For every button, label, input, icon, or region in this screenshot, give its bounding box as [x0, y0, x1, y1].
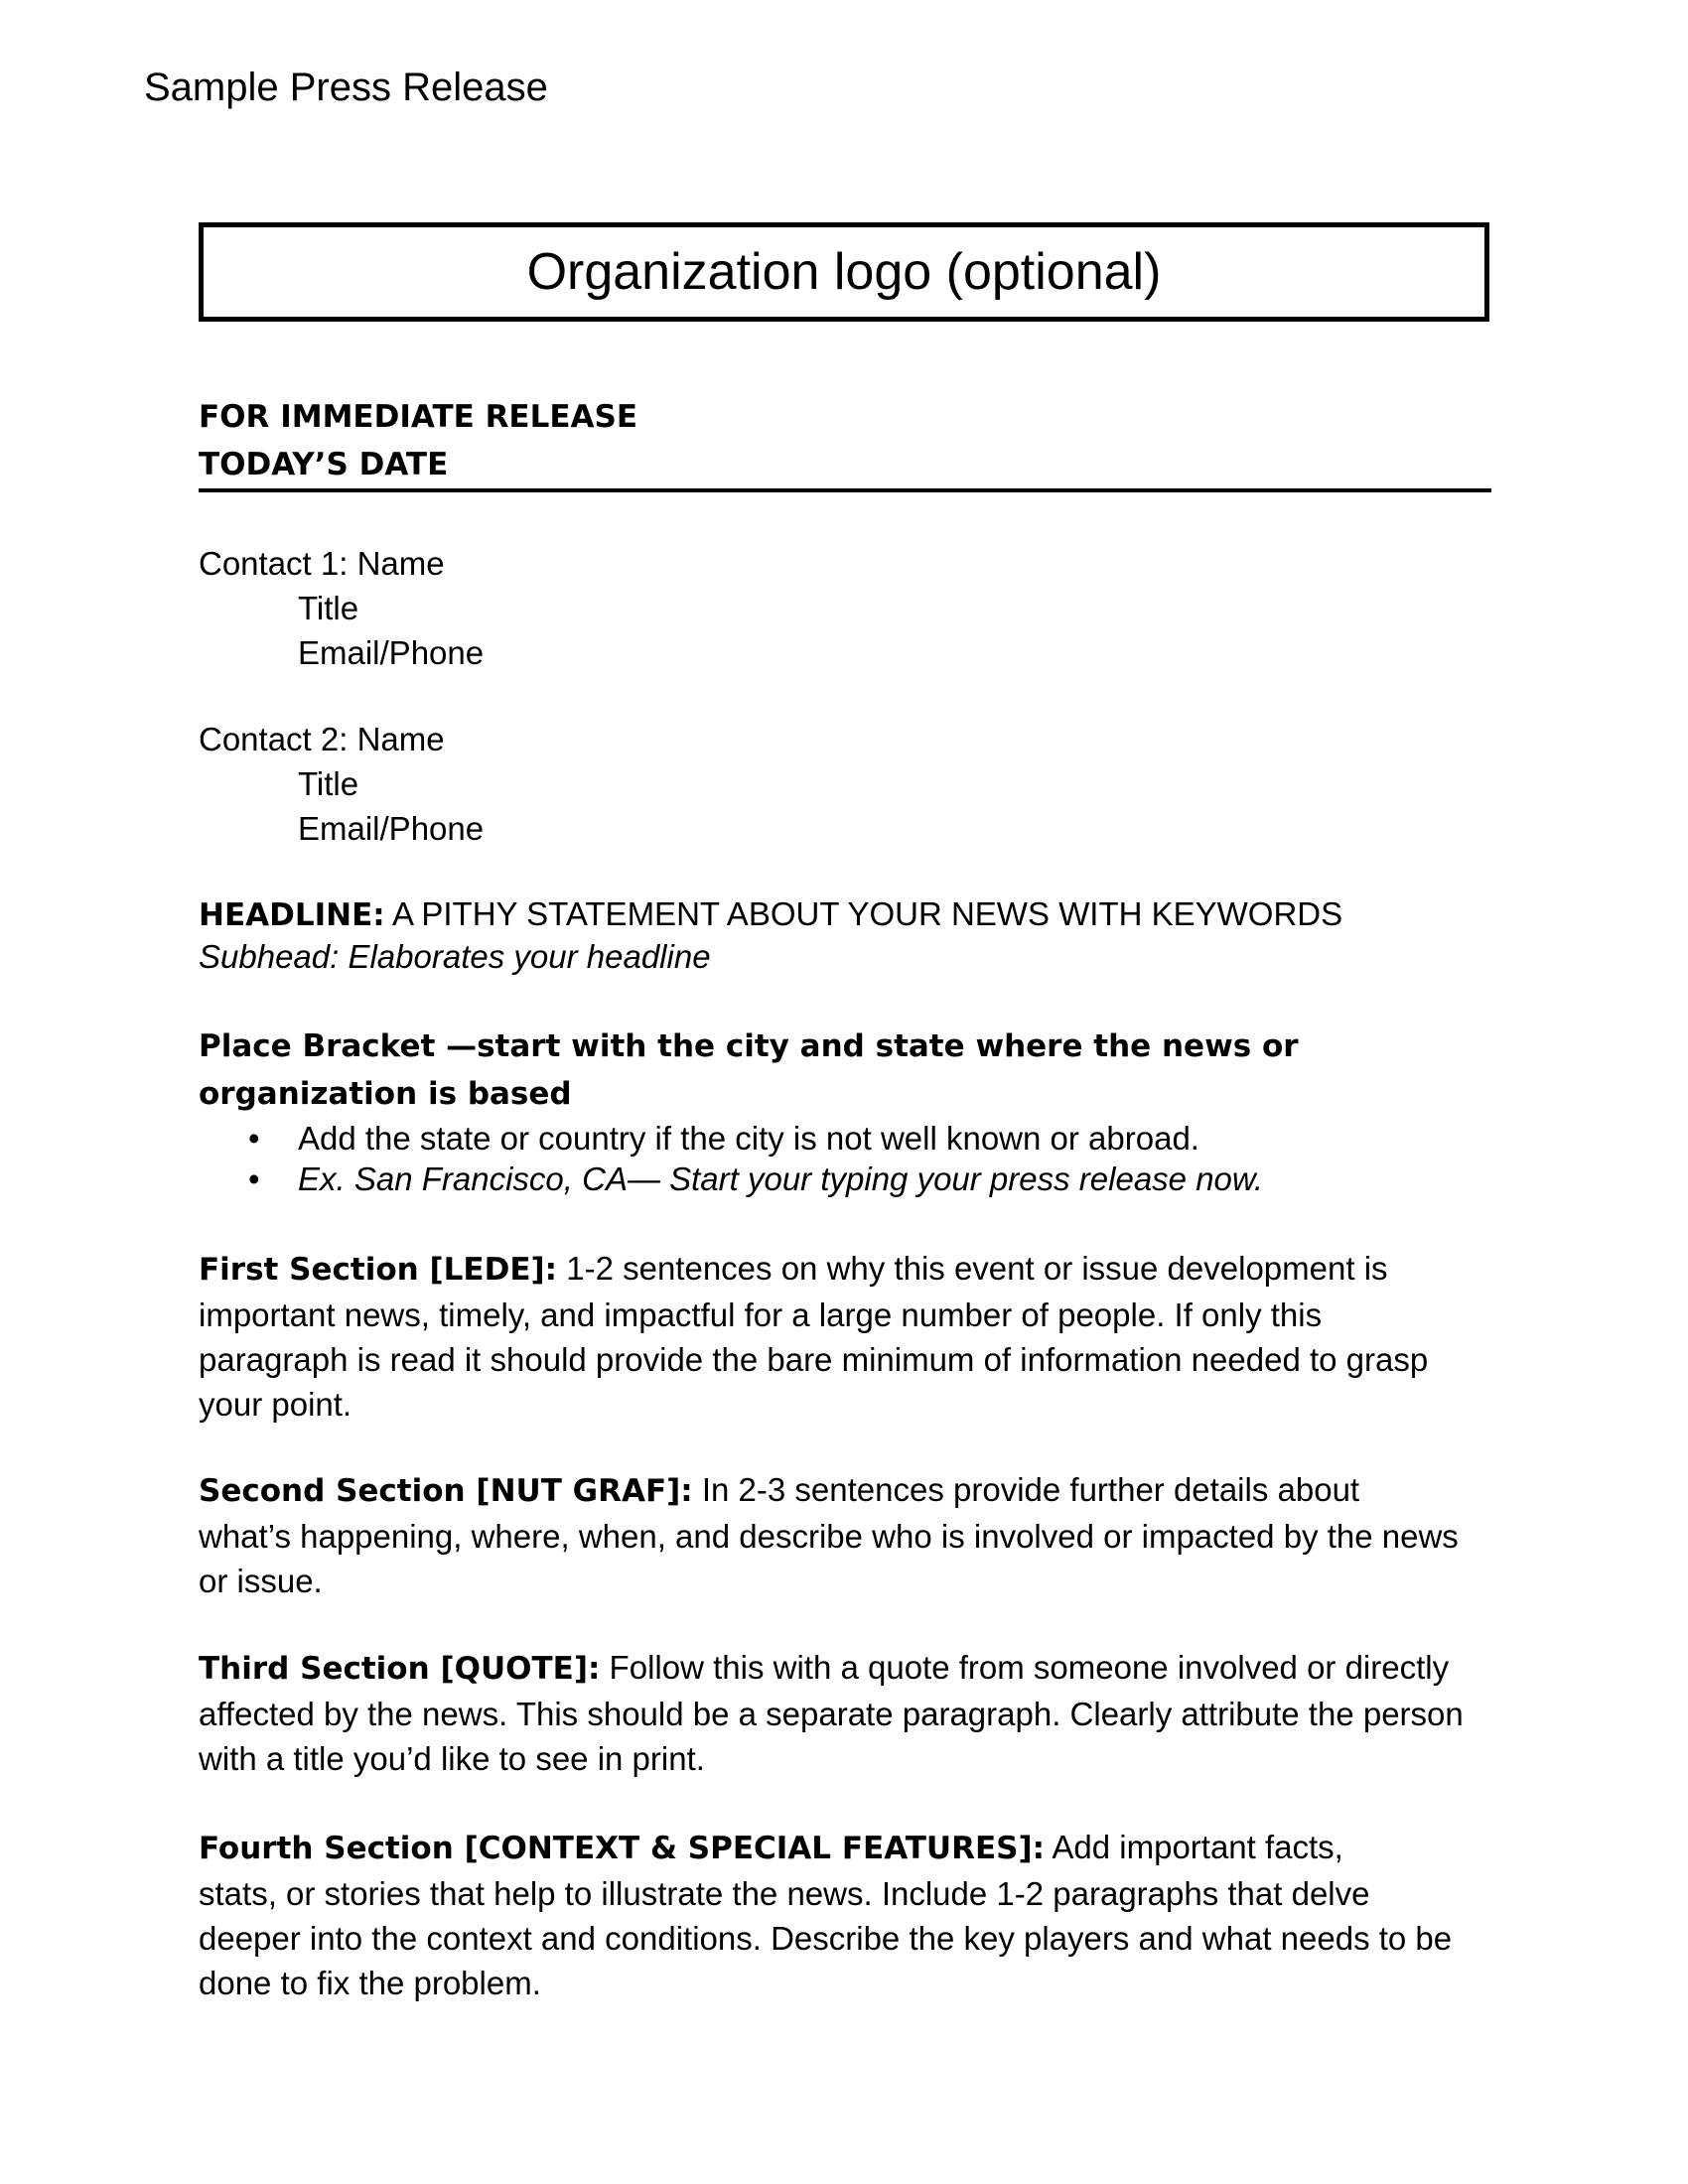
section-line: what’s happening, where, when, and describe who is involved or impacted by the news: [199, 1518, 1459, 1555]
section-text: In 2-3 sentences provide further details about: [692, 1471, 1360, 1508]
section-nut-graf: [199, 1467, 1489, 1603]
headline-block: [199, 893, 1489, 978]
section-text: Follow this with a quote from someone involved or directly: [600, 1649, 1450, 1686]
subhead: Subhead: Elaborates your headline: [199, 938, 711, 975]
section-line: your point.: [199, 1386, 352, 1423]
section-line: stats, or stories that help to illustrate the news. Include 1-2 paragraphs that delve: [199, 1875, 1370, 1912]
section-label: Fourth Section [CONTEXT & SPECIAL FEATURES]:: [199, 1831, 1046, 1866]
contact-title: Title: [298, 765, 359, 802]
section-line: done to fix the problem.: [199, 1965, 541, 2001]
release-divider: [199, 488, 1491, 492]
section-context: [199, 1825, 1489, 2005]
logo-placeholder-box: [199, 222, 1489, 322]
list-item: [199, 1159, 1489, 1199]
section-line: with a title you’d like to see in print.: [199, 1740, 705, 1777]
headline-text: A PITHY STATEMENT ABOUT YOUR NEWS WITH KEYWORDS: [384, 895, 1343, 932]
section-quote: [199, 1645, 1489, 1781]
logo-placeholder-text: Organization logo (optional): [526, 243, 1162, 301]
contact-1: [199, 541, 1489, 675]
release-line: FOR IMMEDIATE RELEASE: [199, 399, 638, 435]
page-label: Sample Press Release: [144, 66, 548, 109]
section-line: important news, timely, and impactful for a large number of people. If only this: [199, 1297, 1323, 1333]
place-bracket-title-line2: organization is based: [199, 1076, 572, 1112]
section-line: or issue.: [199, 1563, 323, 1599]
contact-name: Contact 1: Name: [199, 545, 445, 582]
release-block: [199, 393, 1491, 488]
headline-line: [199, 893, 1489, 936]
section-line: [199, 1645, 1489, 1692]
contact-2: [199, 717, 1489, 851]
contact-email-phone: Email/Phone: [298, 634, 485, 671]
section-label: Third Section [QUOTE]:: [199, 1651, 601, 1687]
section-line: affected by the news. This should be a separate paragraph. Clearly attribute the person: [199, 1696, 1464, 1732]
section-text: Add important facts,: [1045, 1829, 1343, 1865]
contact-title: Title: [298, 590, 359, 626]
place-bracket-title-line1: Place Bracket —start with the city and state where the news or: [199, 1028, 1299, 1064]
section-label: Second Section [NUT GRAF]:: [199, 1473, 693, 1509]
contact-email-phone: Email/Phone: [298, 810, 485, 847]
section-line: paragraph is read it should provide the bare minimum of information needed to grasp: [199, 1341, 1429, 1378]
headline-label: HEADLINE:: [199, 897, 385, 933]
list-item: [199, 1118, 1489, 1159]
section-line: [199, 1467, 1489, 1514]
section-text: 1-2 sentences on why this event or issue development is: [557, 1250, 1388, 1287]
list-item-text: Ex. San Francisco, CA— Start your typing your press release now.: [298, 1160, 1264, 1197]
section-lede: [199, 1246, 1489, 1427]
section-label: First Section [LEDE]:: [199, 1252, 558, 1288]
section-line: [199, 1246, 1489, 1293]
place-bracket-block: [199, 1023, 1489, 1199]
contact-name: Contact 2: Name: [199, 721, 445, 757]
section-line: [199, 1825, 1489, 1871]
date-line: TODAY’S DATE: [199, 447, 449, 482]
list-item-text: Add the state or country if the city is not well known or abroad.: [298, 1120, 1199, 1157]
place-bracket-list: [199, 1118, 1489, 1199]
bullet-glyph: •: [248, 1120, 260, 1157]
section-line: deeper into the context and conditions. Describe the key players and what needs to be: [199, 1920, 1453, 1957]
bullet-glyph: •: [248, 1160, 260, 1197]
